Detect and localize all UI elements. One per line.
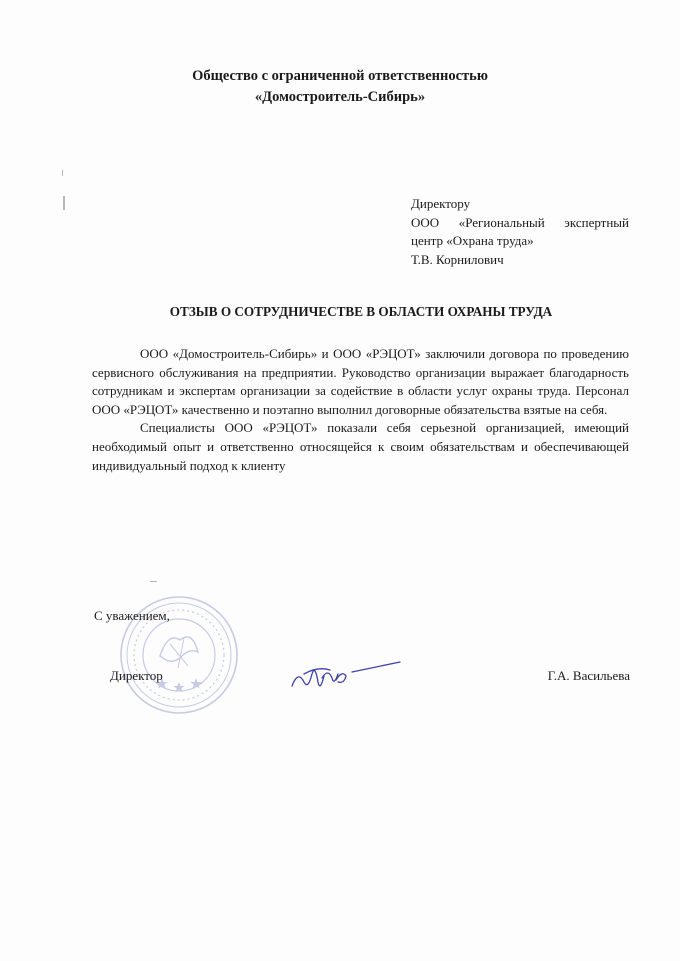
company-header-line1: Общество с ограниченной ответственностью [192,68,488,84]
addressee-organization: ООО «Региональный экспертный [411,214,629,230]
scan-mark [63,196,65,210]
document-title: ОТЗЫВ О СОТРУДНИЧЕСТВЕ В ОБЛАСТИ ОХРАНЫ ТРУДА [169,304,553,319]
company-header [0,66,680,108]
closing-phrase: С уважением, [94,608,170,623]
director-signature-image [288,652,406,698]
company-header-line2: «Домостроитель-Сибирь» [254,89,426,105]
signatory-name: Г.А. Васильева [547,668,630,683]
addressee-block [411,195,629,269]
scan-mark [150,581,157,582]
letter-body [92,345,629,475]
scan-mark [62,170,63,176]
addressee-organization-cont: центр «Охрана труда» [411,233,534,248]
addressee-position: Директору [411,196,471,211]
signatory-position: Директор [110,668,163,683]
body-paragraph: Специалисты ООО «РЭЦОТ» показали себя серьезной организацией, имеющий необходимый опыт и ответственно относящейся к своим обязательствам и обеспечивающей индивидуальный подход к клиенту [92,420,629,473]
body-paragraph: ООО «Домостроитель-Сибирь» и ООО «РЭЦОТ» заключили договора по проведению сервисного обслуживания на предприятии. Руководство организации выражает благодарность сотрудникам и экспертам организации за содействие в области услуг охраны труда. Персонал ООО «РЭЦОТ» качественно и поэтапно выполнил договорные обязательства взятые на себя. [92,346,629,417]
addressee-name: Т.В. Корнилович [411,251,504,267]
